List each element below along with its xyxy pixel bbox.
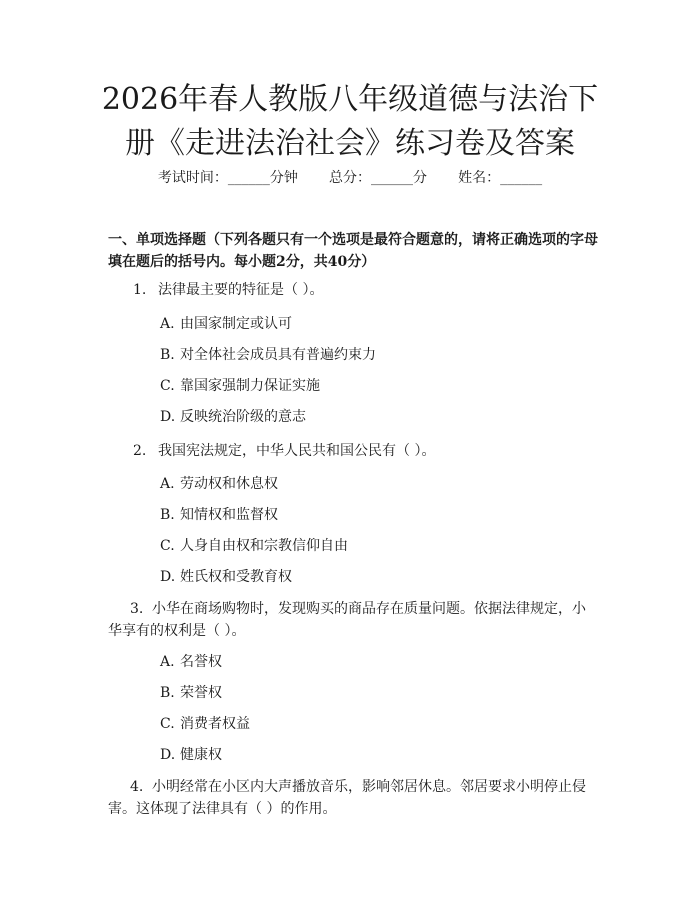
option-label: D.	[160, 569, 176, 585]
question-text: 小明经常在小区内大声播放音乐，影响邻居休息。邻居要求小明停止侵害。这体现了法律具有（ ）的作用。	[108, 779, 586, 817]
question-1	[133, 279, 323, 301]
option-2c	[160, 536, 348, 556]
option-2b	[160, 505, 278, 525]
page-title: 2026年春人教版八年级道德与法治下册《走进法治社会》练习卷及答案	[101, 82, 599, 161]
question-number: 4.	[130, 779, 144, 795]
question-number: 3.	[130, 601, 144, 617]
question-number: 1.	[133, 282, 147, 298]
option-3c	[160, 714, 250, 734]
question-text: 我国宪法规定，中华人民共和国公民有（ ）。	[158, 443, 436, 459]
exam-time-unit: 分钟	[269, 170, 298, 186]
option-text: 由国家制定或认可	[180, 316, 292, 332]
exam-time-label: 考试时间：	[157, 170, 228, 186]
option-label: B.	[160, 685, 175, 701]
total-score-label: 总分：	[329, 170, 371, 186]
option-text: 名誉权	[180, 654, 222, 670]
option-label: D.	[160, 747, 176, 763]
option-1c	[160, 376, 320, 396]
option-text: 人身自由权和宗教信仰自由	[180, 538, 348, 554]
total-score-blank: ______	[371, 170, 413, 186]
exam-time-blank: ______	[227, 170, 270, 186]
option-text: 反映统治阶级的意志	[180, 409, 306, 425]
option-label: B.	[160, 507, 175, 523]
question-4	[108, 776, 598, 820]
option-label: C.	[160, 716, 175, 732]
question-text: 法律最主要的特征是（ ）。	[158, 282, 324, 298]
option-text: 消费者权益	[180, 716, 250, 732]
question-3	[108, 598, 598, 642]
option-3a	[160, 652, 222, 672]
option-text: 劳动权和休息权	[180, 476, 278, 492]
option-label: A.	[160, 316, 175, 332]
option-text: 荣誉权	[180, 685, 222, 701]
section-heading: 一、单项选择题（下列各题只有一个选项是最符合题意的，请将正确选项的字母填在题后的括号内。每小题2分，共40分）	[108, 232, 598, 270]
option-text: 靠国家强制力保证实施	[180, 378, 320, 394]
option-label: C.	[160, 538, 175, 554]
name-blank: ______	[500, 170, 543, 186]
option-text: 姓氏权和受教育权	[180, 569, 292, 585]
option-3b	[160, 683, 222, 703]
option-text: 对全体社会成员具有普遍约束力	[180, 347, 376, 363]
option-label: A.	[160, 476, 175, 492]
question-text: 小华在商场购物时，发现购买的商品存在质量问题。依据法律规定，小华享有的权利是（ ）。	[108, 601, 586, 639]
option-3d	[160, 745, 222, 765]
option-label: C.	[160, 378, 175, 394]
option-label: D.	[160, 409, 176, 425]
option-1a	[160, 314, 292, 334]
option-1b	[160, 345, 376, 365]
question-2	[133, 440, 435, 462]
option-2d	[160, 567, 292, 587]
option-label: A.	[160, 654, 175, 670]
option-2a	[160, 474, 278, 494]
option-label: B.	[160, 347, 175, 363]
option-text: 知情权和监督权	[180, 507, 278, 523]
option-text: 健康权	[180, 747, 222, 763]
total-score-unit: 分	[413, 170, 427, 186]
exam-info-line	[0, 168, 700, 188]
name-label: 姓名：	[458, 170, 501, 186]
question-number: 2.	[133, 443, 147, 459]
option-1d	[160, 407, 306, 427]
